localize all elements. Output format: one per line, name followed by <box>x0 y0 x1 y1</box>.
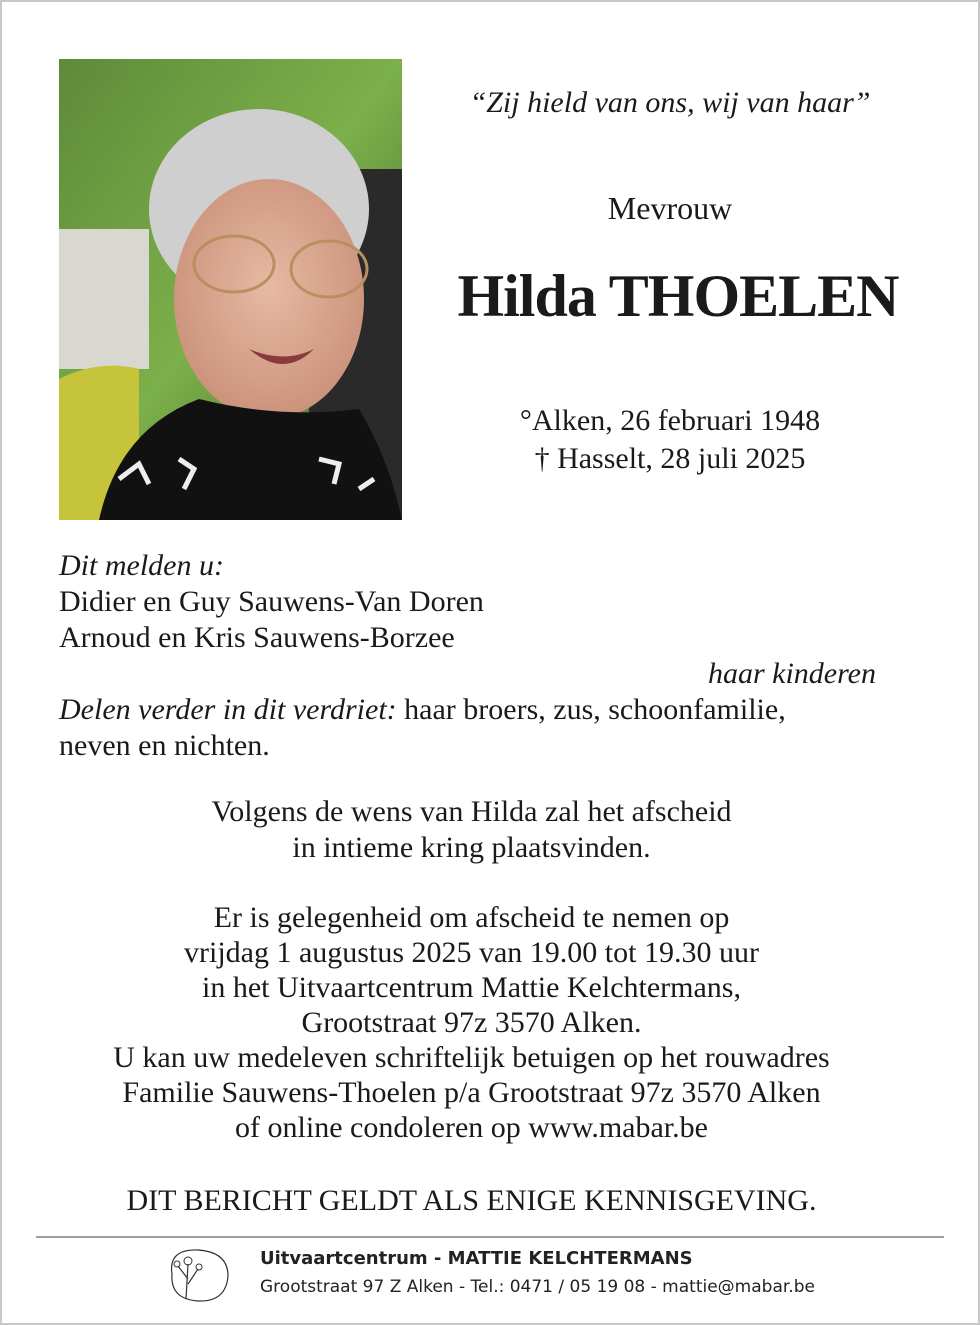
children-label: haar kinderen <box>707 657 876 690</box>
wish-line: in intieme kring plaatsvinden. <box>292 831 651 864</box>
farewell-paragraph <box>59 900 884 1145</box>
portrait-photo <box>59 59 402 520</box>
footer-divider <box>36 1236 944 1238</box>
deceased-name: Hilda THOELEN <box>457 263 899 329</box>
farewell-line: U kan uw medeleven schriftelijk betuigen op het rouwadres <box>113 1041 830 1074</box>
wish-paragraph <box>59 794 884 866</box>
farewell-line: Grootstraat 97z 3570 Alken. <box>301 1006 642 1039</box>
birth-date: °Alken, 26 februari 1948 <box>519 404 821 437</box>
honorific-title: Mevrouw <box>607 190 733 226</box>
funeral-home-name: Uitvaartcentrum - MATTIE KELCHTERMANS <box>260 1248 693 1269</box>
flower-logo-icon <box>158 1244 240 1304</box>
announcement <box>59 548 884 764</box>
farewell-line: of online condoleren op www.mabar.be <box>235 1111 708 1144</box>
farewell-line: in het Uitvaartcentrum Mattie Kelchtermans, <box>202 971 741 1004</box>
announce-intro: Dit melden u: <box>59 549 224 582</box>
share-text: haar broers, zus, schoonfamilie, <box>396 693 786 726</box>
life-dates <box>402 402 938 478</box>
notice-text: DIT BERICHT GELDT ALS ENIGE KENNISGEVING. <box>126 1184 817 1217</box>
death-date: † Hasselt, 28 juli 2025 <box>534 442 806 475</box>
child-line: Arnoud en Kris Sauwens-Borzee <box>59 621 455 654</box>
funeral-home-contact: Grootstraat 97 Z Alken - Tel.: 0471 / 05 19 08 - mattie@mabar.be <box>260 1277 815 1297</box>
child-line: Didier en Guy Sauwens-Van Doren <box>59 585 484 618</box>
farewell-line: Er is gelegenheid om afscheid te nemen op <box>213 901 730 934</box>
farewell-line: Familie Sauwens-Thoelen p/a Grootstraat 97z 3570 Alken <box>122 1076 821 1109</box>
wish-line: Volgens de wens van Hilda zal het afscheid <box>211 795 732 828</box>
share-label: Delen verder in dit verdriet: <box>59 693 397 726</box>
farewell-line: vrijdag 1 augustus 2025 van 19.00 tot 19.30 uur <box>184 936 759 969</box>
share-line-2: neven en nichten. <box>59 729 270 762</box>
memorial-quote: “Zij hield van ons, wij van haar” <box>469 86 871 119</box>
share-line <box>59 692 884 728</box>
